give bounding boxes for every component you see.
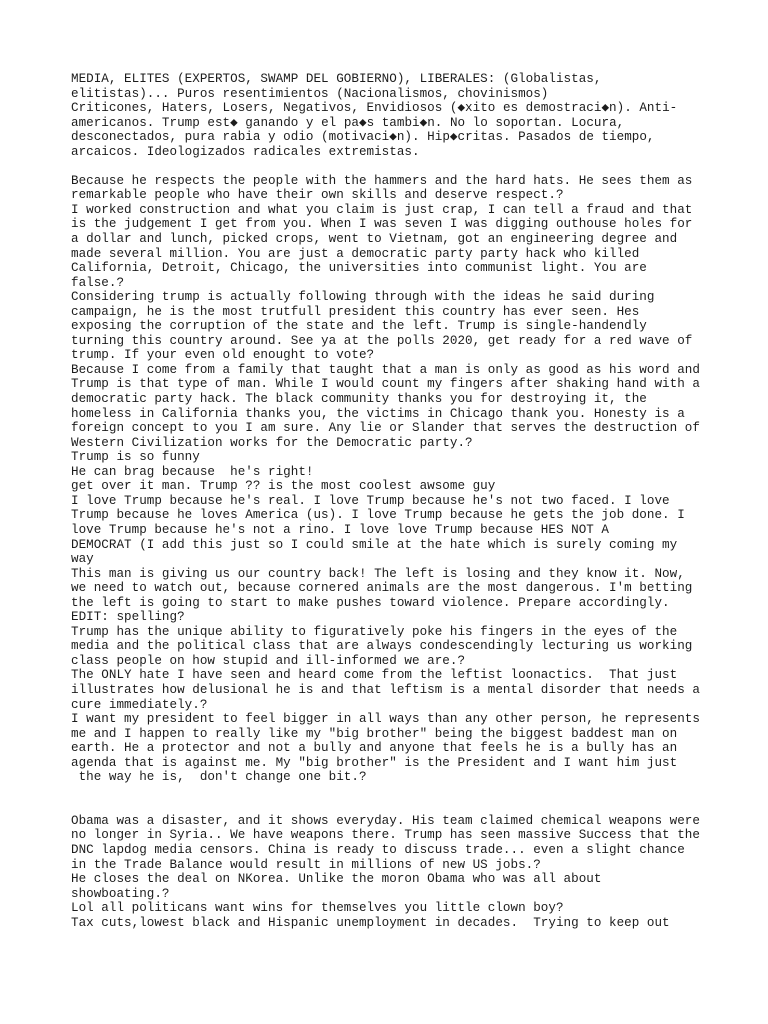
text-line: Criticones, Haters, Losers, Negativos, Envidiosos (◆xito es demostraci◆n). Anti-	[71, 101, 678, 116]
text-line: The ONLY hate I have seen and heard come from the leftist loonactics. That just	[71, 668, 678, 683]
text-line: remarkable people who have their own skills and deserve respect.?	[71, 188, 564, 203]
text-line: earth. He a protector and not a bully and anyone that feels he is a bully has an	[71, 741, 678, 756]
text-line: Trump has the unique ability to figuratively poke his fingers in the eyes of the	[71, 624, 678, 639]
text-line: no longer in Syria.. We have weapons there. Trump has seen massive Success that the	[71, 828, 700, 843]
text-line: He closes the deal on NKorea. Unlike the moron Obama who was all about	[71, 872, 602, 887]
text-line: we need to watch out, because cornered animals are the most dangerous. I'm betting	[71, 581, 693, 596]
text-line: trump. If your even old enought to vote?	[71, 348, 375, 363]
text-line: is the judgement I get from you. When I was seven I was digging outhouse holes for	[71, 217, 693, 232]
text-line: Obama was a disaster, and it shows everyday. His team claimed chemical weapons were	[71, 813, 700, 828]
text-line: Considering trump is actually following through with the ideas he said during	[71, 290, 655, 305]
text-line: I want my president to feel bigger in all ways than any other person, he represents	[71, 712, 700, 727]
text-line: campaign, he is the most trutfull president this country has ever seen. Hes	[71, 304, 640, 319]
text-line: Because he respects the people with the hammers and the hard hats. He sees them as	[71, 173, 693, 188]
text-line: I love Trump because he's real. I love Trump because he's not two faced. I love	[71, 493, 670, 508]
text-line: desconectados, pura rabia y odio (motivaci◆n). Hip◆critas. Pasados de tiempo,	[71, 130, 655, 145]
text-line: MEDIA, ELITES (EXPERTOS, SWAMP DEL GOBIERNO), LIBERALES: (Globalistas,	[71, 72, 602, 86]
text-line: get over it man. Trump ?? is the most coolest awsome guy	[71, 479, 496, 494]
text-line: turning this country around. See ya at the polls 2020, get ready for a red wave of	[71, 333, 693, 348]
text-line: class people on how stupid and ill-informed we are.?	[71, 653, 466, 668]
text-line: in the Trade Balance would result in millions of new US jobs.?	[71, 857, 541, 872]
text-line: me and I happen to really like my "big brother" being the biggest baddest man on	[71, 726, 678, 741]
text-line: Tax cuts,lowest black and Hispanic unemployment in decades. Trying to keep out	[71, 915, 670, 930]
text-line: Western Civilization works for the Democratic party.?	[71, 435, 473, 450]
text-line: homeless in California thanks you, the victims in Chicago thank you. Honesty is a	[71, 406, 685, 421]
text-line: illustrates how delusional he is and that leftism is a mental disorder that needs a	[71, 682, 700, 697]
text-line: a dollar and lunch, picked crops, went to Vietnam, got an engineering degree and	[71, 232, 678, 247]
text-line: This man is giving us our country back! The left is losing and they know it. Now,	[71, 566, 685, 581]
text-line: media and the political class that are always condescendingly lecturing us working	[71, 639, 693, 654]
blank-line	[71, 159, 711, 174]
text-line: Lol all politicans want wins for themselves you little clown boy?	[71, 901, 564, 916]
text-line: arcaicos. Ideologizados radicales extremistas.	[71, 144, 420, 159]
text-line: Trump because he loves America (us). I love Trump because he gets the job done. I	[71, 508, 685, 523]
text-line: way	[71, 552, 94, 567]
text-line: EDIT: spelling?	[71, 610, 185, 625]
text-line: false.?	[71, 275, 125, 290]
text-line: California, Detroit, Chicago, the universities into communist light. You are	[71, 261, 647, 276]
text-line: cure immediately.?	[71, 697, 208, 712]
text-line: the way he is, don't change one bit.?	[71, 770, 367, 785]
text-line: the left is going to start to make pushes toward violence. Prepare accordingly.	[71, 595, 670, 610]
text-line: elitistas)... Puros resentimientos (Nacionalismos, chovinismos)	[71, 86, 549, 101]
text-line: DEMOCRAT (I add this just so I could smile at the hate which is surely coming my	[71, 537, 678, 552]
document-page	[71, 72, 711, 930]
text-line: made several million. You are just a democratic party party hack who killed	[71, 246, 640, 261]
text-line: DNC lapdog media censors. China is ready to discuss trade... even a slight chance	[71, 842, 685, 857]
text-line: Because I come from a family that taught that a man is only as good as his word and	[71, 362, 700, 377]
blank-line	[71, 799, 711, 814]
text-line: love Trump because he's not a rino. I love love Trump because HES NOT A	[71, 522, 610, 537]
text-line: I worked construction and what you claim is just crap, I can tell a fraud and that	[71, 202, 693, 217]
text-line: foreign concept to you I am sure. Any lie or Slander that serves the destruction of	[71, 421, 700, 436]
text-line: americanos. Trump est◆ ganando y el pa◆s tambi◆n. No lo soportan. Locura,	[71, 115, 625, 130]
text-line: democratic party hack. The black community thanks you for destroying it, the	[71, 392, 647, 407]
text-line: Trump is that type of man. While I would count my fingers after shaking hand with a	[71, 377, 700, 392]
text-line: Trump is so funny	[71, 450, 200, 465]
text-line: showboating.?	[71, 886, 170, 901]
text-line: exposing the corruption of the state and the left. Trump is single-handendly	[71, 319, 647, 334]
blank-line	[71, 785, 711, 800]
text-line: agenda that is against me. My "big brother" is the President and I want him just	[71, 755, 678, 770]
text-line: He can brag because he's right!	[71, 464, 314, 479]
